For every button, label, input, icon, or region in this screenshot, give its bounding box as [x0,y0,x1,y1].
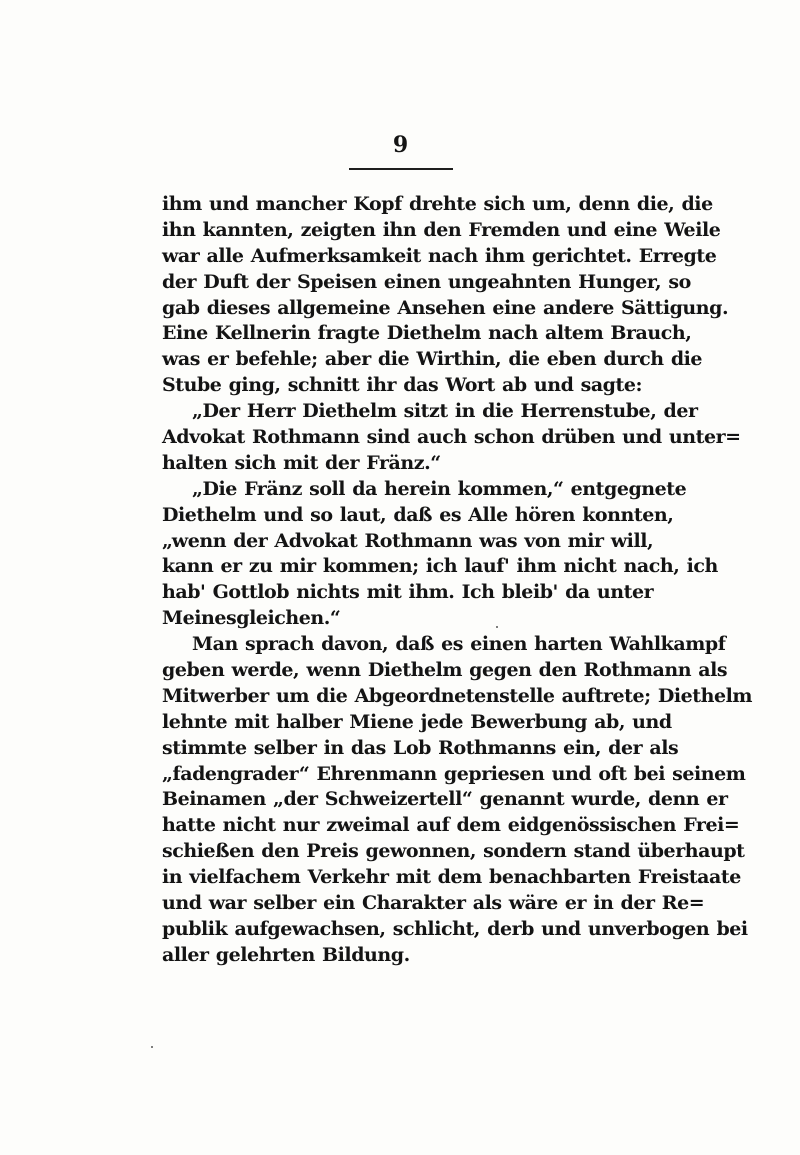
text-line: „Die Fränz soll da herein kommen,“ entgegnete [192,477,687,500]
text-line: ihn kannten, zeigten ihn den Fremden und eine Weile [162,218,721,241]
text-line: Advokat Rothmann sind auch schon drüben und unter= [162,426,741,449]
text-line: in vielfachem Verkehr mit dem benachbarten Freistaate [162,866,741,889]
text-line: und war selber ein Charakter als wäre er in der Re= [162,892,705,915]
text-line: kann er zu mir kommen; ich lauf' ihm nicht nach, ich [162,555,718,578]
text-line: „fadengrader“ Ehrenmann gepriesen und oft bei seinem [162,762,746,785]
text-line: aller gelehrten Bildung. [162,943,410,966]
text-line: was er befehle; aber die Wirthin, die eben durch die [162,348,703,371]
text-line: stimmte selber in das Lob Rothmanns ein, der als [162,736,679,759]
page-number: 9 [392,132,410,158]
text-line: „wenn der Advokat Rothmann was von mir will, [162,529,654,552]
text-line: lehnte mit halber Miene jede Bewerbung ab, und [162,710,672,733]
text-line: publik aufgewachsen, schlicht, derb und unverbogen bei [162,917,748,940]
text-line: Meinesgleichen.“ [162,607,341,630]
body-text [162,192,753,969]
text-line: der Duft der Speisen einen ungeahnten Hunger, so [162,270,691,293]
text-line: Stube ging, schnitt ihr das Wort ab und sagte: [162,374,643,397]
text-line: hab' Gottlob nichts mit ihm. Ich bleib' da unter [162,581,654,604]
text-line: Beinamen „der Schweizertell“ genannt wurde, denn er [162,788,728,811]
text-line: Eine Kellnerin fragte Diethelm nach altem Brauch, [162,322,692,345]
text-line: halten sich mit der Fränz.“ [162,451,441,474]
text-line: Mitwerber um die Abgeordnetenstelle auftrete; Diethelm [162,684,753,707]
text-line: ihm und mancher Kopf drehte sich um, denn die, die [162,193,713,215]
page-number-rule [349,168,453,170]
text-line: war alle Aufmerksamkeit nach ihm gerichtet. Erregte [162,244,717,267]
text-line: „Der Herr Diethelm sitzt in die Herrenstube, der [192,400,698,423]
text-line: Diethelm und so laut, daß es Alle hören konnten, [162,503,674,526]
print-speck [496,626,498,628]
text-line: geben werde, wenn Diethelm gegen den Rothmann als [162,659,728,682]
print-speck [151,1046,153,1048]
text-line: Man sprach davon, daß es einen harten Wahlkampf [192,633,726,656]
text-line: hatte nicht nur zweimal auf dem eidgenössischen Frei= [162,814,740,837]
text-line: schießen den Preis gewonnen, sondern stand überhaupt [162,840,745,863]
text-line: gab dieses allgemeine Ansehen eine andere Sättigung. [162,296,729,319]
